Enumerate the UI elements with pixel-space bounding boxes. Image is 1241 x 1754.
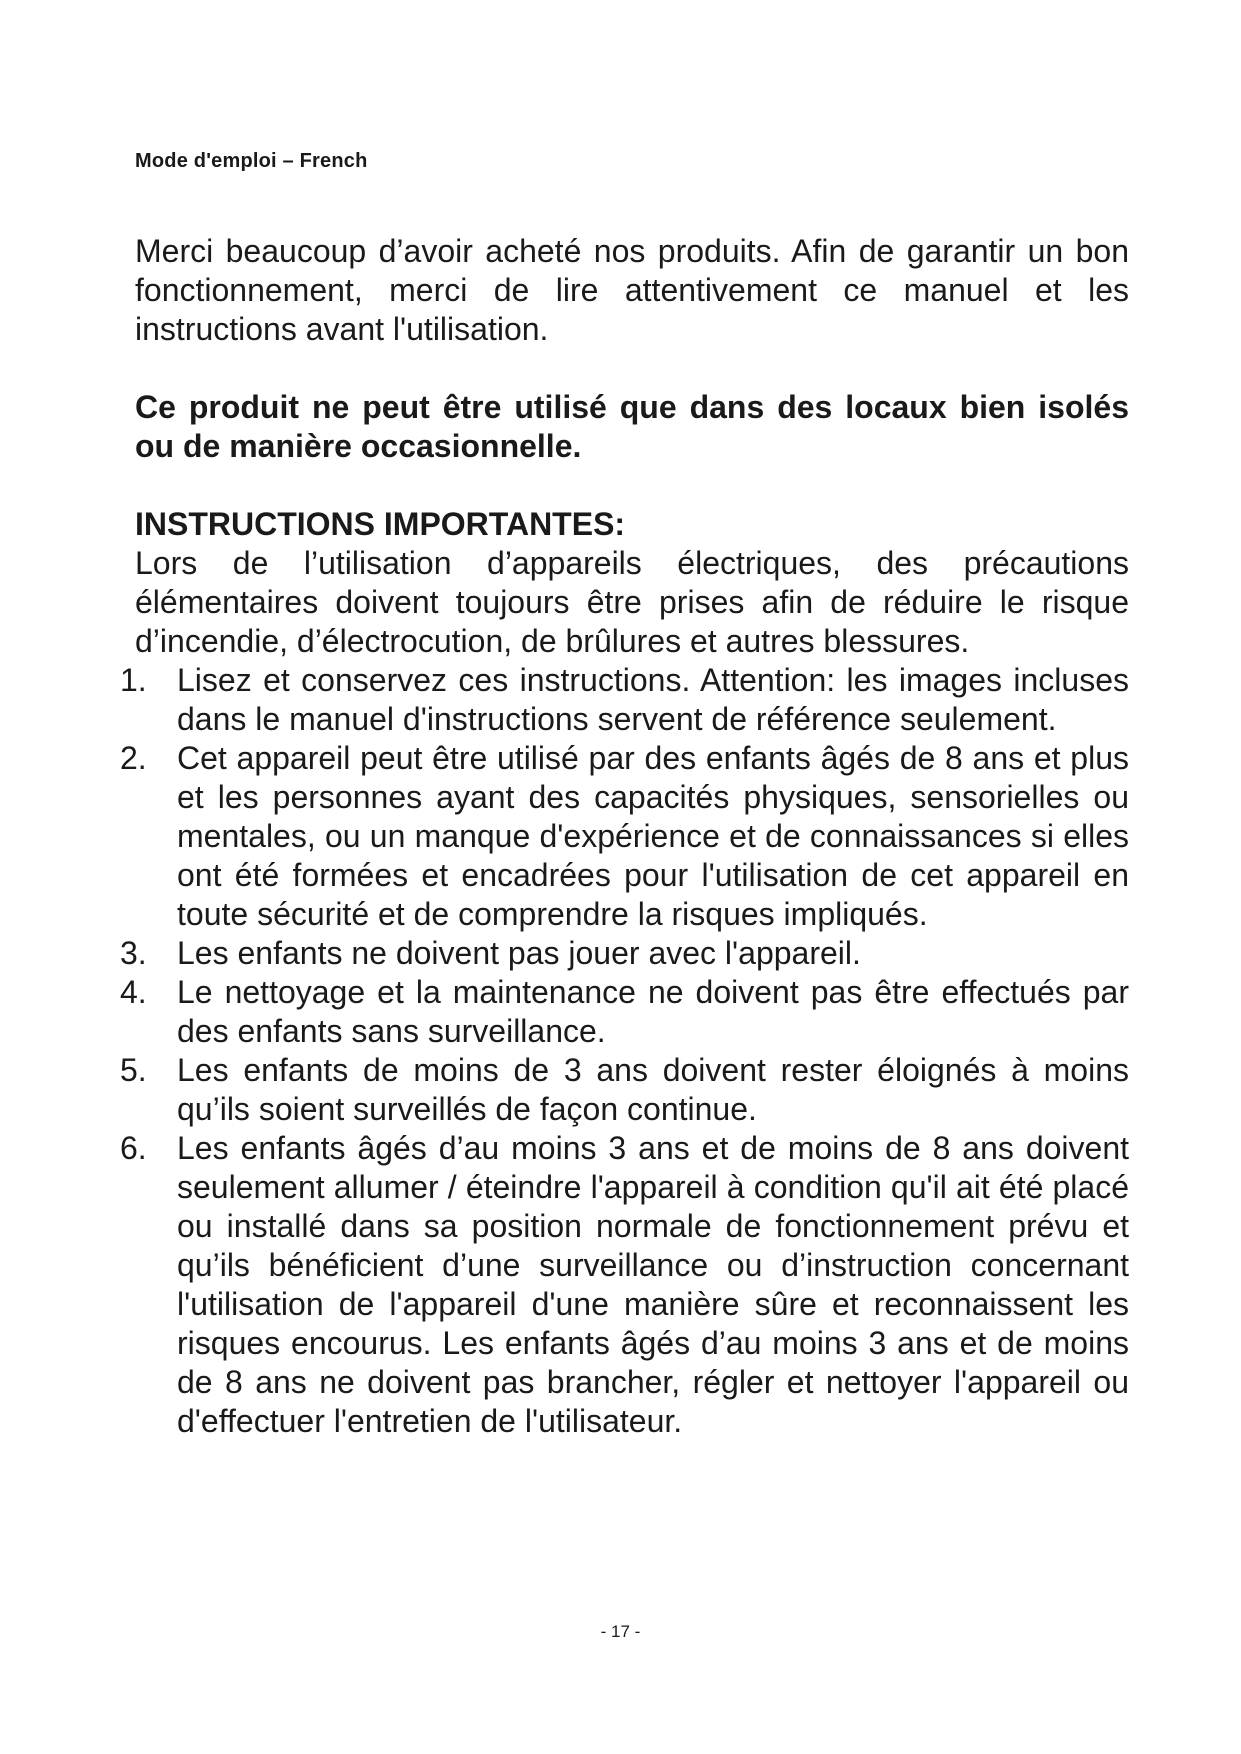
instruction-list <box>120 661 1129 1441</box>
list-item-number: 2. <box>120 740 147 776</box>
section-lead: Lors de l’utilisation d’appareils électriques, des précautions élémentaires doivent toujours être prises afin de réduire le risque d’incendie, d’électrocution, de brûlures et autres blessures. <box>135 545 1129 659</box>
document-header: Mode d'emploi – French <box>135 150 368 172</box>
page-content <box>120 232 1129 1441</box>
usage-warning: Ce produit ne peut être utilisé que dans des locaux bien isolés ou de manière occasionnelle. <box>135 389 1129 464</box>
list-item-text: Les enfants ne doivent pas jouer avec l'appareil. <box>177 935 861 971</box>
list-item-number: 5. <box>120 1052 147 1088</box>
list-item-number: 3. <box>120 935 147 971</box>
page-number: - 17 - <box>600 1622 641 1641</box>
list-item-text: Les enfants de moins de 3 ans doivent rester éloignés à moins qu’ils soient surveillés de façon continue. <box>177 1052 1129 1127</box>
list-item <box>120 1129 1129 1441</box>
list-item-text: Lisez et conservez ces instructions. Attention: les images incluses dans le manuel d'instructions servent de référence seulement. <box>177 662 1129 737</box>
list-item-text: Le nettoyage et la maintenance ne doivent pas être effectués par des enfants sans surveillance. <box>177 974 1129 1049</box>
list-item-text: Les enfants âgés d’au moins 3 ans et de moins de 8 ans doivent seulement allumer / éteindre l'appareil à condition qu'il ait été placé ou installé dans sa position normale de fonctionnement prévu et qu’ils bénéficient d’une surveillance ou d’instruction concernant l'utilisation de l'appareil d'une manière sûre et reconnaissent les risques encourus. Les enfants âgés d’au moins 3 ans et de moins de 8 ans ne doivent pas brancher, régler et nettoyer l'appareil ou d'effectuer l'entretien de l'utilisateur. <box>177 1130 1129 1439</box>
list-item-number: 1. <box>120 662 147 698</box>
list-item-text: Cet appareil peut être utilisé par des enfants âgés de 8 ans et plus et les personnes ayant des capacités physiques, sensorielles ou mentales, ou un manque d'expérience et de connaissances si elles ont été formées et encadrées pour l'utilisation de cet appareil en toute sécurité et de comprendre la risques impliqués. <box>177 740 1129 932</box>
list-item <box>120 1051 1129 1129</box>
section-title: INSTRUCTIONS IMPORTANTES: <box>135 506 626 542</box>
list-item <box>120 739 1129 934</box>
list-item <box>120 661 1129 739</box>
list-item <box>120 934 1129 973</box>
intro-paragraph: Merci beaucoup d’avoir acheté nos produits. Afin de garantir un bon fonctionnement, merci de lire attentivement ce manuel et les instructions avant l'utilisation. <box>135 233 1129 347</box>
list-item-number: 4. <box>120 974 147 1010</box>
list-item-number: 6. <box>120 1130 147 1166</box>
list-item <box>120 973 1129 1051</box>
